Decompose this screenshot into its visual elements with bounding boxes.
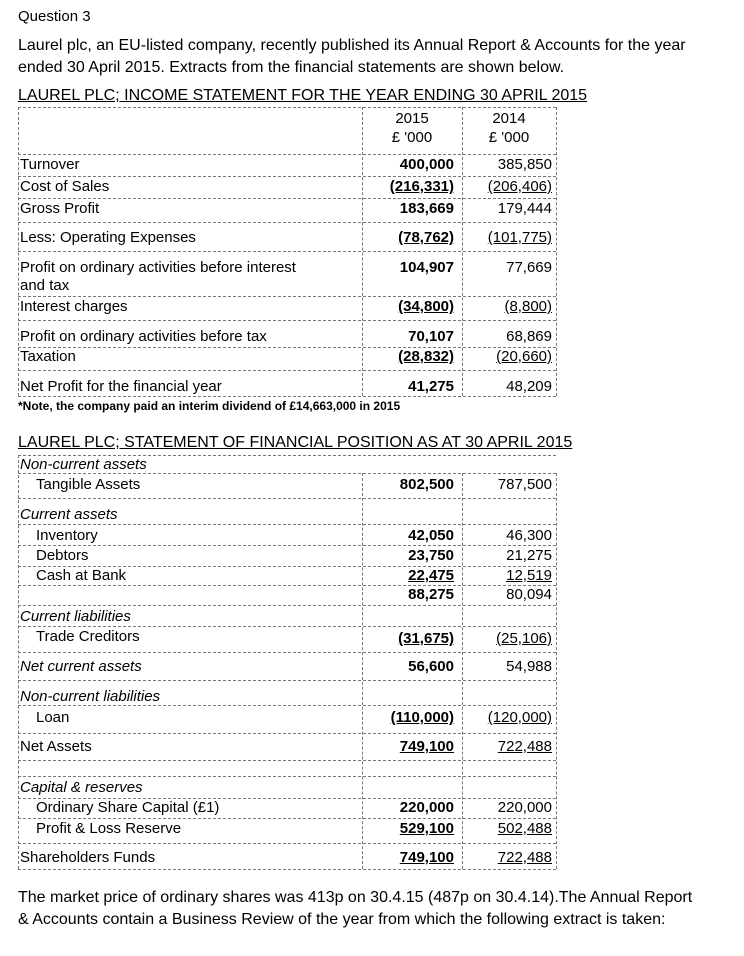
income-row-2014: 68,869 [506,328,552,345]
sfp-row-2014: 787,500 [497,476,552,493]
income-row-label: Cost of Sales [20,178,110,195]
income-row-2014: (20,660) [496,348,552,365]
income-row-2014: (206,406) [487,178,552,195]
sfp-section-heading: Non-current liabilities [20,688,161,705]
sfp-row-2015: 22,475 [408,567,454,584]
intro-line-2: ended 30 April 2015. Extracts from the financial statements are shown below. [18,59,565,76]
sfp-row-2015: 42,050 [408,527,454,544]
sfp-row-2015: 23,750 [408,547,454,564]
intro-line-1: Laurel plc, an EU-listed company, recently published its Annual Report & Accounts for the year [18,37,686,54]
closing-line-2: & Accounts contain a Business Review of the year from which the following extract is taken: [18,911,666,928]
sfp-row-2014: 502,488 [497,820,552,837]
sfp-section-heading: Non-current assets [20,456,147,473]
sfp-row-2015: 529,100 [399,820,454,837]
income-row-label: Less: Operating Expenses [20,229,196,246]
sfp-row-2014: 54,988 [506,658,552,675]
income-row-2014: 179,444 [497,200,552,217]
sfp-row-2014: 722,488 [497,849,552,866]
income-row-label: Net Profit for the financial year [20,378,222,395]
income-row-label-cont: and tax [20,277,70,294]
sfp-row-2014: (25,106) [496,630,552,647]
sfp-section-heading: Capital & reserves [20,779,143,796]
income-row-label: Profit on ordinary activities before tax [20,328,267,345]
sfp-row-2014: 12,519 [506,567,552,584]
sfp-row-label: Net current assets [20,658,142,675]
income-row-2015: (78,762) [398,229,454,246]
sfp-row-label: Ordinary Share Capital (£1) [36,799,220,816]
question-heading: Question 3 [18,8,91,25]
sfp-row-2014: 722,488 [497,738,552,755]
income-row-2015: 41,275 [408,378,454,395]
sfp-row-2015: (31,675) [398,630,454,647]
income-unit-2015: £ '000 [391,129,433,146]
income-statement-title: LAUREL PLC; INCOME STATEMENT FOR THE YEAR ENDING 30 APRIL 2015 [18,87,588,104]
income-row-2015: 400,000 [399,156,454,173]
income-row-label: Taxation [20,348,76,365]
sfp-row-2014: (120,000) [487,709,552,726]
sfp-row-label: Profit & Loss Reserve [36,820,182,837]
sfp-row-2015: 220,000 [399,799,454,816]
income-row-2014: (101,775) [487,229,552,246]
sfp-row-label: Inventory [36,527,98,544]
income-row-2015: (216,331) [389,178,454,195]
income-unit-2014: £ '000 [488,129,530,146]
sfp-row-label: Tangible Assets [36,476,141,493]
income-row-2015: (34,800) [398,298,454,315]
income-row-2015: 70,107 [408,328,454,345]
sfp-row-2015: 802,500 [399,476,454,493]
sfp-ca-total-2015: 88,275 [408,586,454,603]
sfp-row-label: Trade Creditors [36,628,140,645]
sfp-row-2014: 220,000 [497,799,552,816]
income-row-2014: (8,800) [504,298,552,315]
sfp-row-label: Shareholders Funds [20,849,156,866]
sfp-row-2014: 46,300 [506,527,552,544]
sfp-row-label: Loan [36,709,70,726]
sfp-row-2014: 21,275 [506,547,552,564]
income-row-2014: 385,850 [497,156,552,173]
sfp-section-heading: Current liabilities [20,608,131,625]
income-row-2015: 183,669 [399,200,454,217]
income-row-label: Profit on ordinary activities before interest [20,259,296,276]
dividend-note: *Note, the company paid an interim dividend of £14,663,000 in 2015 [18,399,401,413]
sfp-row-label: Debtors [36,547,89,564]
sfp-row-2015: 56,600 [408,658,454,675]
sfp-row-2015: 749,100 [399,849,454,866]
income-year-2015: 2015 [395,110,429,127]
income-row-label: Gross Profit [20,200,100,217]
sfp-row-label: Net Assets [20,738,92,755]
income-row-2014: 77,669 [506,259,552,276]
income-year-2014: 2014 [492,110,526,127]
income-row-2015: 104,907 [399,259,454,276]
sfp-section-heading: Current assets [20,506,118,523]
income-row-2014: 48,209 [506,378,552,395]
sfp-ca-total-2014: 80,094 [506,586,552,603]
sfp-title: LAUREL PLC; STATEMENT OF FINANCIAL POSITION AS AT 30 APRIL 2015 [18,434,573,451]
closing-line-1: The market price of ordinary shares was 413p on 30.4.15 (487p on 30.4.14).The Annual Report [18,889,693,906]
income-row-label: Turnover [20,156,80,173]
income-row-label: Interest charges [20,298,128,315]
sfp-row-2015: (110,000) [390,709,454,726]
sfp-row-2015: 749,100 [399,738,454,755]
sfp-row-label: Cash at Bank [36,567,127,584]
income-row-2015: (28,832) [398,348,454,365]
